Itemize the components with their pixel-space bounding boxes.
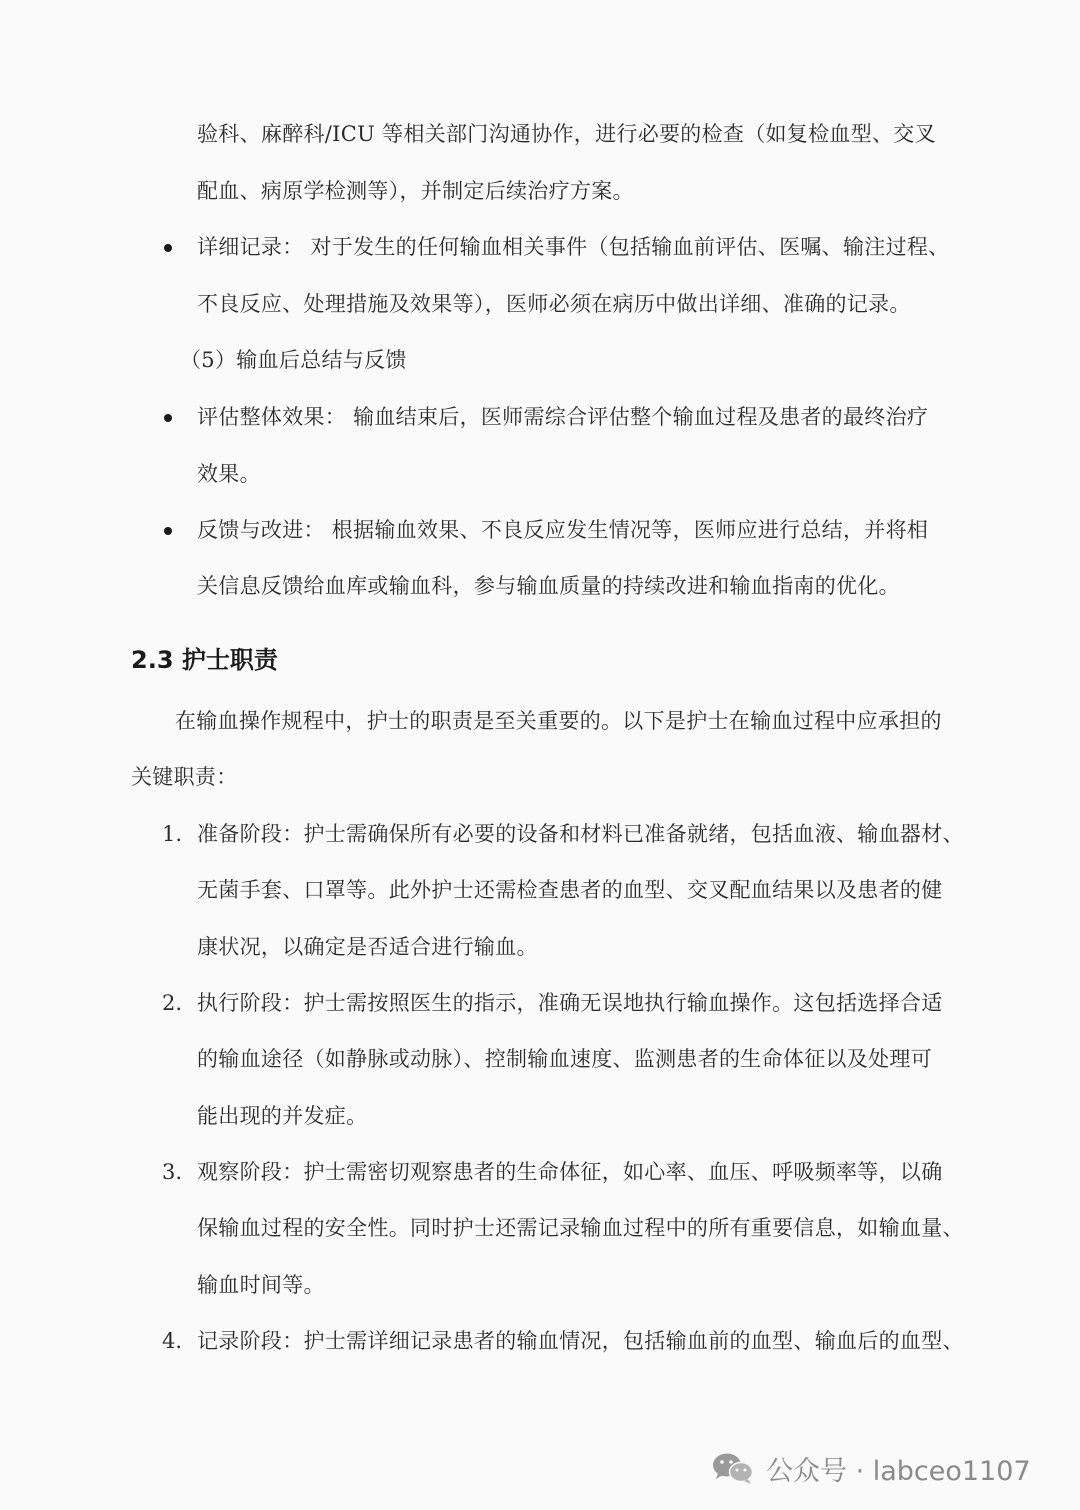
bullet-feedback-line-1: 反馈与改进： 根据输血效果、不良反应发生情况等，医师应进行总结，并将相 [197,518,929,542]
bullet-evaluate-line-2: 效果。 [197,462,261,486]
bullet-record-line-2: 不良反应、处理措施及效果等），医师必须在病历中做出详细、准确的记录。 [197,292,911,316]
bullet-dot [164,414,172,422]
watermark-text: 公众号 · labceo1107 [766,1455,1031,1487]
list-item-number: 1. [162,822,183,846]
list-item-number: 3. [162,1160,183,1184]
wechat-icon [712,1451,754,1485]
list-item-line: 的输血途径（如静脉或动脉）、控制输血速度、监测患者的生命体征以及处理可 [197,1047,932,1071]
list-item-number: 4. [162,1329,183,1353]
bullet-evaluate-line-1: 评估整体效果： 输血结束后，医师需综合评估整个输血过程及患者的最终治疗 [197,405,929,429]
list-item-line: 观察阶段：护士需密切观察患者的生命体征，如心率、血压、呼吸频率等，以确 [197,1160,943,1184]
list-item-line: 保输血过程的安全性。同时护士还需记录输血过程中的所有重要信息，如输血量、 [197,1216,964,1240]
watermark [712,1448,1031,1488]
bullet-dot [164,244,172,252]
intro-line-2: 关键职责： [131,765,238,789]
list-item-line: 无菌手套、口罩等。此外护士还需检查患者的血型、交叉配血结果以及患者的健 [197,878,943,902]
section-heading: 2.3 护士职责 [131,646,278,674]
list-item-line: 输血时间等。 [197,1273,325,1297]
bullet-feedback-line-2: 关信息反馈给血库或输血科，参与输血质量的持续改进和输血指南的优化。 [197,574,900,598]
list-item-line: 康状况，以确定是否适合进行输血。 [197,935,538,959]
list-item-number: 2. [162,991,183,1015]
bullet-record-line-1: 详细记录： 对于发生的任何输血相关事件（包括输血前评估、医嘱、输注过程、 [197,235,950,259]
para-top-line-2: 配血、病原学检测等），并制定后续治疗方案。 [197,179,634,203]
list-item-line: 记录阶段：护士需详细记录患者的输血情况，包括输血前的血型、输血后的血型、 [197,1329,964,1353]
list-item-line: 准备阶段：护士需确保所有必要的设备和材料已准备就绪，包括血液、输血器材、 [197,822,964,846]
list-item-line: 能出现的并发症。 [197,1104,368,1128]
bullet-dot [164,527,172,535]
subsection-title: （5）输血后总结与反馈 [180,348,407,372]
list-item-line: 执行阶段：护士需按照医生的指示，准确无误地执行输血操作。这包括选择合适 [197,991,943,1015]
para-top-line-1: 验科、麻醉科/ICU 等相关部门沟通协作，进行必要的检查（如复检血型、交叉 [197,122,936,146]
intro-line-1: 在输血操作规程中，护士的职责是至关重要的。以下是护士在输血过程中应承担的 [175,709,942,733]
